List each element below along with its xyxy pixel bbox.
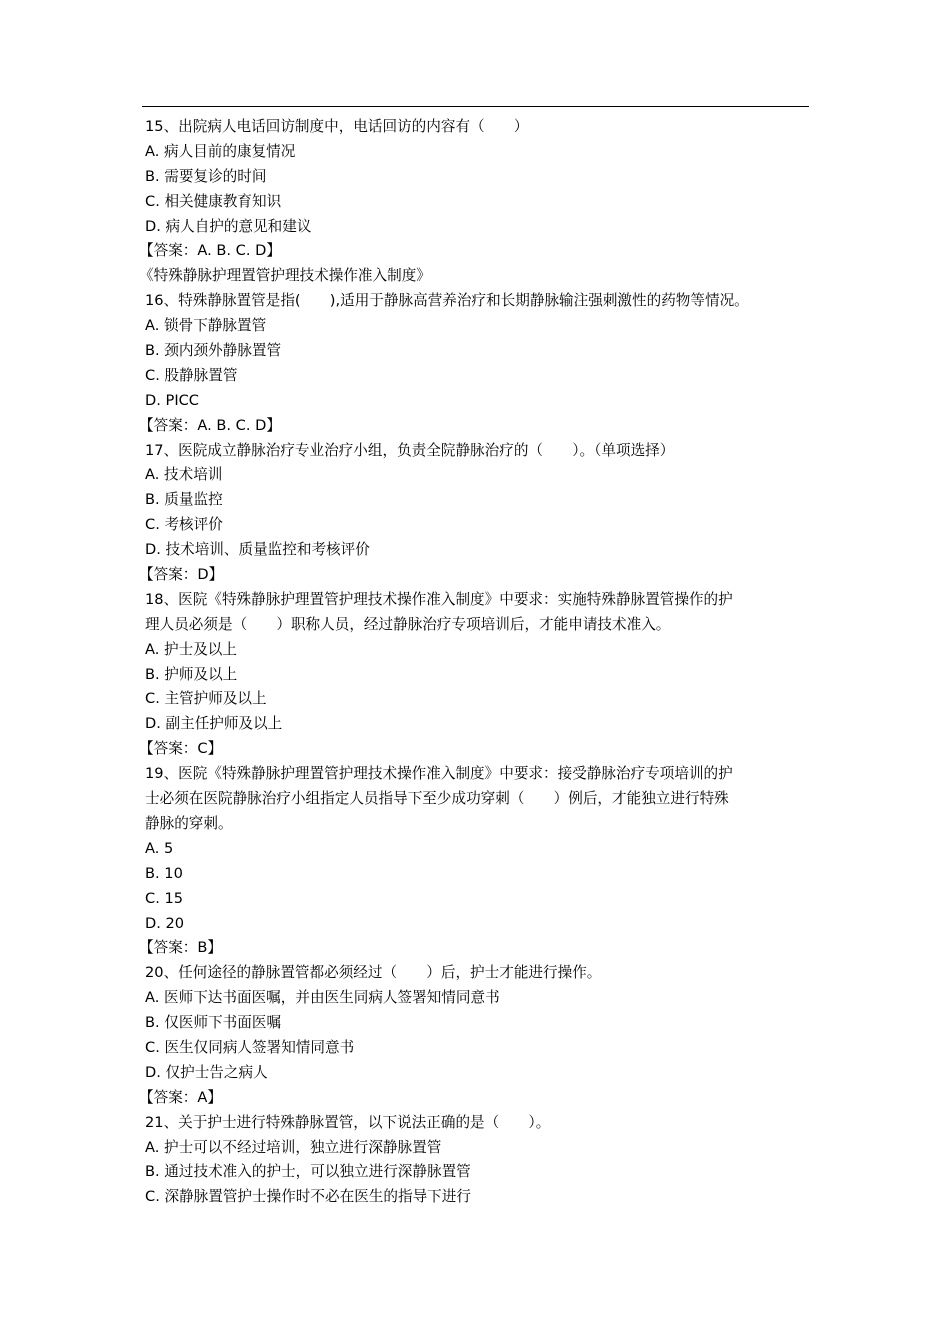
option-text: C. 医生仅同病人签署知情同意书 [145, 1038, 355, 1056]
question-text: 21、关于护士进行特殊静脉置管，以下说法正确的是（ ）。 [145, 1113, 551, 1131]
option-text: B. 颈内颈外静脉置管 [145, 342, 282, 360]
option-text: D. 技术培训、质量监控和考核评价 [145, 541, 370, 559]
option-text: A. 护士可以不经过培训，独立进行深静脉置管 [145, 1138, 442, 1156]
header-rule [142, 106, 809, 107]
question-list [139, 115, 825, 1210]
question-text: 19、医院《特殊静脉护理置管护理技术操作准入制度》中要求：接受静脉治疗专项培训的护 [145, 765, 733, 783]
option-text: C. 股静脉置管 [145, 366, 238, 384]
question-text: 理人员必须是（ ）职称人员，经过静脉治疗专项培训后，才能申请技术准入。 [145, 615, 671, 633]
answer-text: 【答案：A】 [139, 1088, 222, 1106]
option-text: B. 护师及以上 [145, 665, 238, 683]
option-text: B. 需要复诊的时间 [145, 167, 267, 185]
answer-text: 【答案：D】 [139, 566, 224, 584]
option-text: C. 15 [145, 889, 184, 907]
option-text: D. PICC [145, 391, 199, 409]
question-text: 17、医院成立静脉治疗专业治疗小组，负责全院静脉治疗的（ ）。（单项选择） [145, 441, 675, 459]
option-text: B. 10 [145, 864, 183, 882]
option-text: A. 病人目前的康复情况 [145, 142, 296, 160]
answer-text: 【答案：C】 [139, 740, 223, 758]
option-text: C. 主管护师及以上 [145, 690, 267, 708]
section-title: 《特殊静脉护理置管护理技术操作准入制度》 [139, 267, 431, 285]
option-text: D. 病人自护的意见和建议 [145, 217, 312, 235]
option-text: B. 质量监控 [145, 491, 223, 509]
question-text: 20、任何途径的静脉置管都必须经过（ ）后，护士才能进行操作。 [145, 964, 602, 982]
option-text: A. 锁骨下静脉置管 [145, 317, 267, 335]
option-text: D. 20 [145, 914, 185, 932]
option-text: A. 护士及以上 [145, 640, 237, 658]
question-text: 18、医院《特殊静脉护理置管护理技术操作准入制度》中要求：实施特殊静脉置管操作的护 [145, 590, 733, 608]
answer-text: 【答案：A. B. C. D】 [139, 242, 281, 260]
answer-text: 【答案：B】 [139, 939, 222, 957]
option-text: B. 通过技术准入的护士，可以独立进行深静脉置管 [145, 1163, 471, 1181]
question-text: 静脉的穿刺。 [145, 814, 233, 832]
option-text: D. 副主任护师及以上 [145, 715, 283, 733]
question-text: 士必须在医院静脉治疗小组指定人员指导下至少成功穿刺（ ）例后，才能独立进行特殊 [145, 790, 729, 808]
option-text: A. 5 [145, 839, 174, 857]
option-text: C. 考核评价 [145, 516, 223, 534]
question-text: 16、特殊静脉置管是指( ),适用于静脉高营养治疗和长期静脉输注强刺激性的药物等情况。 [145, 292, 749, 310]
option-text: C. 相关健康教育知识 [145, 192, 282, 210]
option-text: D. 仅护士告之病人 [145, 1063, 268, 1081]
option-text: A. 医师下达书面医嘱，并由医生同病人签署知情同意书 [145, 989, 500, 1007]
answer-text: 【答案：A. B. C. D】 [139, 416, 281, 434]
option-text: C. 深静脉置管护士操作时不必在医生的指导下进行 [145, 1188, 471, 1206]
option-text: A. 技术培训 [145, 466, 223, 484]
option-text: B. 仅医师下书面医嘱 [145, 1014, 282, 1032]
question-text: 15、出院病人电话回访制度中，电话回访的内容有（ ） [145, 118, 529, 135]
